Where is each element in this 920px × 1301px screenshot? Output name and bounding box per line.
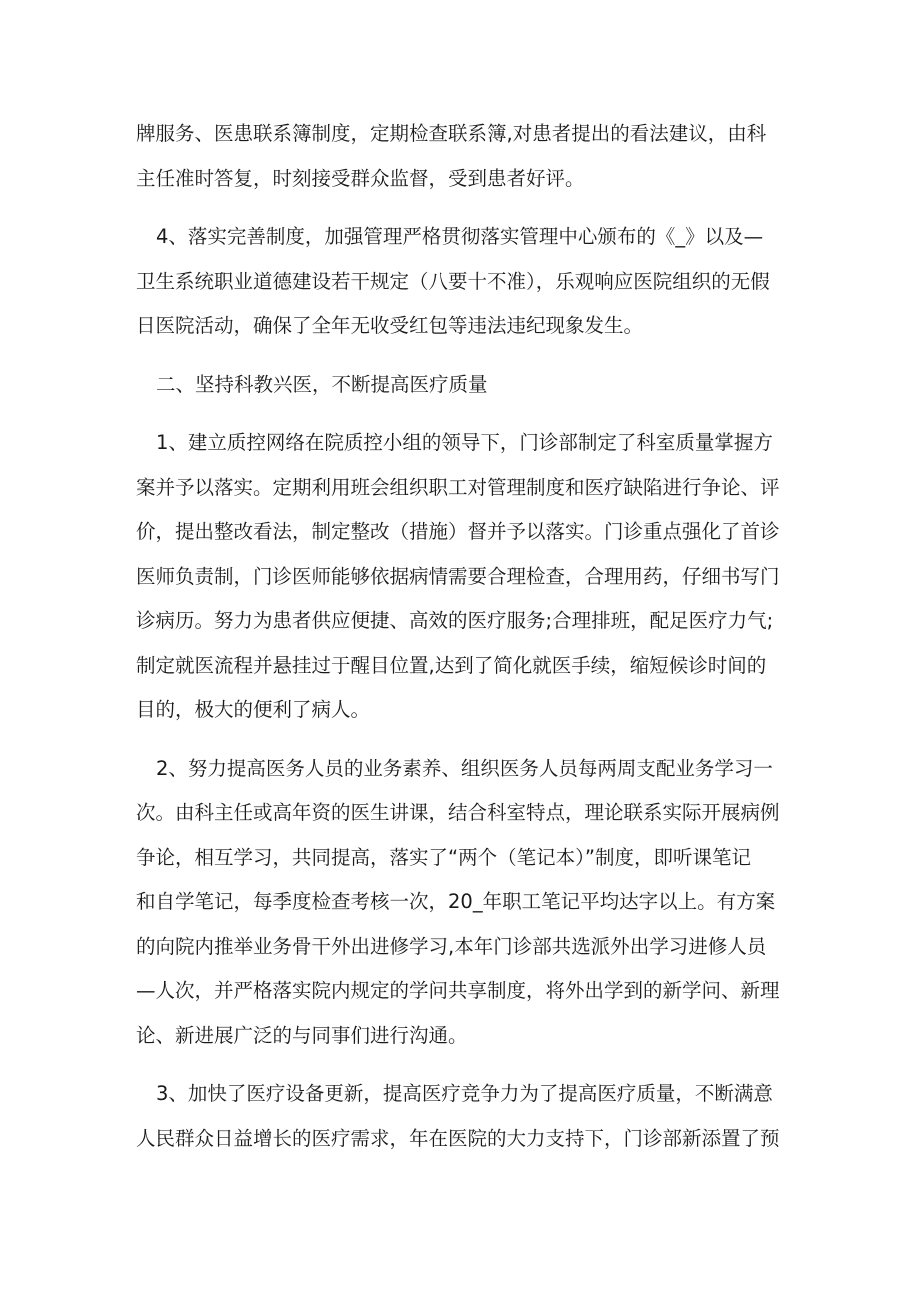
text-line: 卫生系统职业道德建设若干规定（八要十不准），乐观响应医院组织的无假 [136, 269, 770, 293]
text-line: 论、新进展广泛的与同事们进行沟通。 [136, 1023, 468, 1047]
text-line: 案并予以落实。定期利用班会组织职工对管理制度和医疗缺陷进行争论、评 [136, 475, 780, 499]
section-heading [136, 363, 796, 408]
paragraph-5 [136, 747, 796, 1059]
text-line: 制定就医流程并悬挂过于醒目位置,达到了简化就医手续，缩短候诊时间的 [136, 653, 767, 677]
text-line: 的向院内推举业务骨干外出进修学习,本年门诊部共选派外出学习进修人员 [136, 934, 767, 958]
text-line: 诊病历。努力为患者供应便捷、高效的医疗服务;合理排班，配足医疗力气; [136, 609, 774, 632]
text-line: —人次，并严格落实院内规定的学问共享制度，将外出学到的新学问、新理 [136, 979, 780, 1002]
text-line: 价，提出整改看法，制定整改（措施）督并予以落实。门诊重点强化了首诊 [136, 520, 780, 543]
text-line: 人民群众日益增长的医疗需求，年在医院的大力支持下，门诊部新添置了预 [136, 1126, 780, 1150]
text-line: 2、努力提高医务人员的业务素养、组织医务人员每两周支配业务学习一 [156, 756, 773, 780]
text-line: 次。由科主任或高年资的医生讲课，结合科室特点，理论联系实际开展病例 [136, 801, 780, 824]
text-line: 医师负责制，门诊医师能够依据病情需要合理检查，合理用药，仔细书写门 [136, 564, 780, 588]
text-line: 日医院活动，确保了全年无收受红包等违法违纪现象发生。 [136, 314, 644, 337]
paragraph-1 [136, 112, 796, 201]
paragraph-2 [136, 215, 796, 349]
text-line: 1、建立质控网络在院质控小组的领导下，门诊部制定了科室质量掌握方 [156, 431, 773, 454]
text-line: 牌服务、医患联系簿制度，定期检查联系簿,对患者提出的看法建议，由科 [136, 122, 767, 145]
paragraph-4 [136, 421, 796, 733]
text-line: 和自学笔记，每季度检查考核一次，20_年职工笔记平均达字以上。有方案 [136, 890, 776, 913]
document-body [136, 112, 796, 1175]
heading-line: 二、坚持科教兴医，不断提高医疗质量 [156, 372, 488, 396]
text-line: 4、落实完善制度，加强管理严格贯彻落实管理中心颁布的《_》以及— [156, 225, 764, 248]
text-line: 目的，极大的便利了病人。 [136, 698, 371, 721]
text-line: 争论，相互学习，共同提高，落实了“两个（笔记本）”制度，即听课笔记 [136, 845, 751, 869]
paragraph-6 [136, 1072, 796, 1161]
text-line: 主任准时答复，时刻接受群众监督，受到患者好评。 [136, 166, 585, 190]
text-line: 3、加快了医疗设备更新，提高医疗竞争力为了提高医疗质量，不断满意 [156, 1082, 773, 1105]
